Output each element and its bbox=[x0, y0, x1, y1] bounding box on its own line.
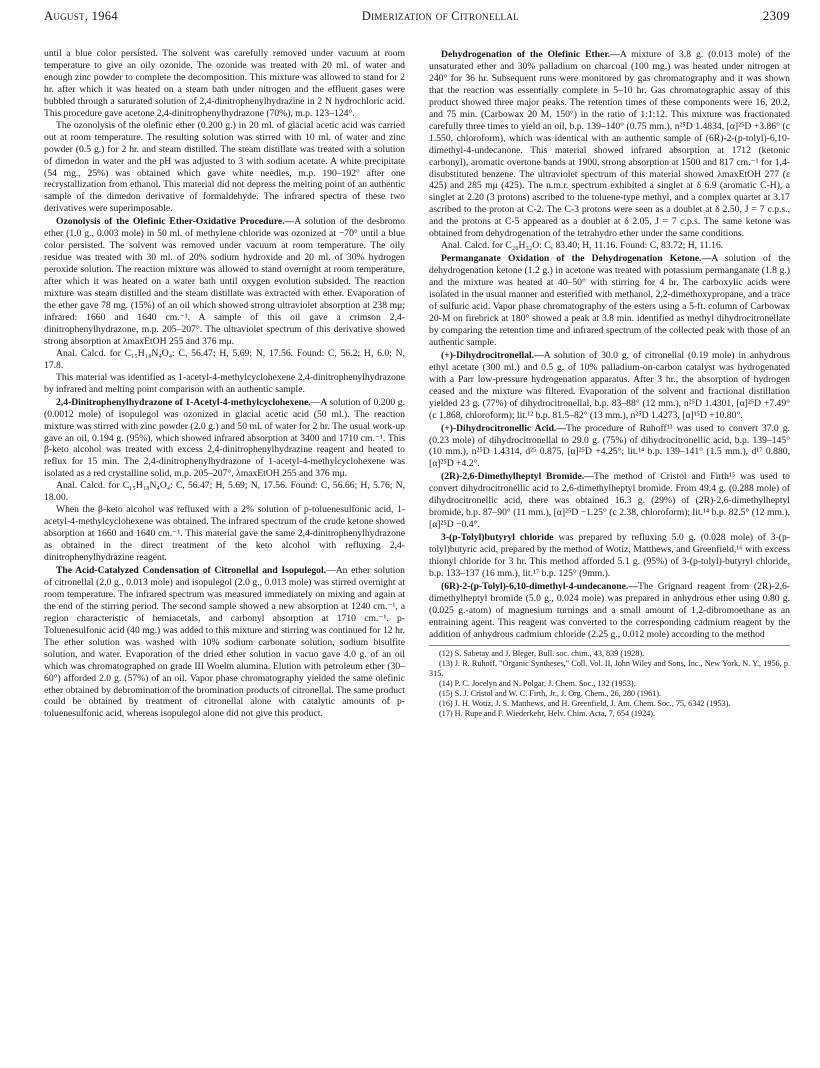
section-heading: 3-(p-Tolyl)butyryl chloride bbox=[441, 532, 554, 544]
footnote: (15) S. J. Cristol and W. C. Firth, Jr., J. Org. Chem., 26, 280 (1961). bbox=[439, 689, 662, 699]
section-paragraph bbox=[429, 423, 790, 471]
page-number: 2309 bbox=[762, 8, 790, 23]
left-column bbox=[44, 48, 405, 720]
paragraph-text: A mixture of 3.8 g. (0.013 mole) of the unsaturated ether and 30% palladium on charcoal (100 mg.) was heated under nitrogen at 240° for 36 hr. Subsequent runs were monitored by gas chromatography and it was shown that the reaction was essentially complete in 5–10 hr. Gas chromatographic assay of this product showed three major peaks. The retention times of these components were 16, 20.2, and 75 min. (Carbowax 20 M, 150°) in the ratio of 1:1:12. This mixture was fractionated carefully three times to yield an oil, b.p. 139–140° (0.75 mm.), n²⁵D 1.4834, [α]²⁵D +3.86° (c 1.550, chloroform), which was identical with an authentic sample of (6R)-2-(p-tolyl)-6,10-dimethyl-4-undecanone. This material showed infrared absorption at 1712 (ketonic carbonyl), aromatic overtone bands at 1900, strong absorption at 1500 and 817 cm.⁻¹ for 1,4-disubstituted benzene. The ultraviolet spectrum of this material showed λmaxEtOH 277 (ε 425) and 285 mμ (425). The n.m.r. spectrum exhibited a singlet at δ 6.9 (aromatic C-H), a singlet at 2.20 (3 protons) ascribed to the toluene-type methyl, and a complex quartet at 3.17 ascribed to the proton at C-2. The C-3 protons were seen as a doublet at δ 2.50, J = 7 c.p.s., and the protons at C-5 appeared as a doublet at δ 2.05, J = 7 c.p.s. The same ketone was obtained from dehydrogenation of the tetrahydro ether under the same conditions. bbox=[429, 49, 790, 240]
body-paragraph bbox=[44, 372, 405, 396]
paragraph-text: The method of Cristol and Firth¹⁵ was used to convert dihydrocitronellic acid to 2,6-dimethylheptyl bromide. From 49.4 g. (0.288 mole) of dihydrocitronellic acid, there was obtained 16.3 g. (29%) of (2R)-2,6-dimethylheptyl bromide, b.p. 87–90° (11 mm.), [α]²⁵D −1.25° (c 2.38, chloroform); lit.¹⁴ b.p. 82.5° (12 mm.), [α]²⁵D −0.4°. bbox=[429, 471, 790, 531]
footnote: (13) J. R. Ruhoff, "Organic Syntheses," Coll. Vol. II, John Wiley and Sons, Inc., New York, N. Y., 1956, p. 315. bbox=[429, 658, 790, 678]
section-heading: 2,4-Dinitrophenylhydrazone of 1-Acetyl-4-methylcyclohexene. bbox=[56, 396, 311, 408]
paragraph-text: Anal. Calcd. for C₂₀H₃₂O: C, 83.40; H, 11.16. Found: C, 83.72; H, 11.16. bbox=[441, 240, 724, 252]
paragraph-text: The procedure of Ruhoff¹³ was used to convert 37.0 g. (0.23 mole) of dihydrocitronellal to 29.0 g. (75%) of dihydrocitronellic acid, b.p. 139–145° (10 mm.), n²⁵D 1.4314, d²⁵ 0.875, [α]²⁵D +4.25°; lit.¹⁴ b.p. 139–141° (1.5 mm.), d¹⁷ 0.880, [α]²⁵D +4.2°. bbox=[429, 422, 790, 470]
footnote: (14) P. C. Jocelyn and N. Polgar, J. Chem. Soc., 132 (1953). bbox=[439, 678, 636, 688]
paragraph-text: —An ether solution of citronellal (2.0 g., 0.013 mole) and isopulegol (2.0 g., 0.013 mole) was stirred overnight at room temperature. The infrared spectrum was measured immediately on mixing and again at the end of the stirring period. The second sample showed a new absorption at 1240 cm.⁻¹, a region characteristic of hemiacetals, and carbonyl absorption at 1710 cm.⁻¹. p-Toluenesulfonic acid (40 mg.) was added to this mixture and stirring was continued for 12 hr. The ether solution was washed with 10% sodium carbonate solution, sodium bisulfite solution, and water. Evaporation of the dried ether solution in vacuo gave 4.0 g. of an oil which was chromatographed on grade III Woelm alumina. Elution with petroleum ether (30–60°) afforded 2.0 g. (57%) of an oil. Vapor phase chromatography yielded the same olefinic ether obtained by debromination of the bromination products of citronellal. The same product could be obtained by treatment of citronellal alone with catalytic amounts of p-toluenesulfonic acid, whereas isopulegol alone did not give this product. bbox=[44, 564, 405, 720]
section-heading: (6R)-2-(p-Tolyl)-6,10-dimethyl-4-undecanone.— bbox=[441, 580, 638, 592]
section-paragraph bbox=[429, 350, 790, 422]
paragraph-text: A solution of the dehydrogenation ketone (1.2 g.) in acetone was treated with potassium permanganate (1.8 g.) and the mixture was heated at 40–50° with stirring for 4 hr. The carboxylic acids were isolated in the usual manner and esterified with methanol, 2,2-dimethoxypropane, and a trace of sulfuric acid. Vapor phase chromatography of the esters using a 5-ft. column of Carbowax 20-M on firebrick at 180° showed a peak at 3.8 min. identified as methyl dihydrocitronellate by comparing the retention time and infrared spectrum of the collected peak with those of an authentic sample. bbox=[429, 253, 790, 348]
section-paragraph bbox=[429, 49, 790, 240]
footnote: (17) H. Rupe and F. Wiederkehr, Helv. Chim. Acta, 7, 654 (1924). bbox=[439, 709, 656, 719]
section-heading: Ozonolysis of the Olefinic Ether-Oxidative Procedure.— bbox=[56, 216, 295, 228]
paragraph-text: The Grignard reagent from (2R)-2,6-dimethylheptyl bromide (5.0 g., 0.024 mole) was prepared in anhydrous ether using 0.80 g. (0.025 g.-atom) of magnesium turnings and a small amount of 1,2-dibromoethane as an entraining agent. This reagent was converted to the corresponding cadmium reagent by the addition of anhydrous cadmium chloride (2.25 g., 0.012 mole) according to the method bbox=[429, 580, 790, 640]
paragraph-text: —A solution of 0.200 g. (0.0012 mole) of isopulegol was ozonized in glacial acetic acid (50 ml.). The reaction mixture was stirred with zinc powder (2.0 g.) and 50 ml. of water for 2 hr. The usual work-up gave an oil, 0.194 g. (95%), which showed infrared absorption at 3400 and 1710 cm.⁻¹. This β-keto alcohol was treated with excess 2,4-dinitrophenylhydrazine reagent and heated to reflux for 15 min. The 2,4-dinitrophenylhydrazone of 1-acetyl-4-methylcyclohexene was isolated as a red crystalline solid, m.p. 205–207°, λmaxEtOH 255 and 376 mμ. bbox=[44, 396, 405, 480]
section-heading: (+)-Dihydrocitronellic Acid.— bbox=[441, 422, 566, 434]
section-paragraph bbox=[44, 216, 405, 347]
footnotes bbox=[429, 645, 790, 720]
paragraph-text: The ozonolysis of the olefinic ether (0.200 g.) in 20 ml. of glacial acetic acid was carried out at room temperature. The resulting solution was stirred with 10 ml. of water and zinc powder (0.5 g.) for 2 hr. and steam distilled. The steam distillate was treated with a solution of dimedon in water and the pH was adjusted to 3 with sodium acetate. A white precipitate (54 mg., 25%) was obtained which gave white needles, m.p. 190–192° after one recrystallization from ethanol. This material did not depress the melting point of an authentic sample of the dimedon derivative of formaldehyde. The infrared spectra of these two derivatives were superimposable. bbox=[44, 119, 405, 215]
section-paragraph bbox=[44, 397, 405, 481]
section-heading: Permanganate Oxidation of the Dehydrogenation Ketone.— bbox=[441, 253, 712, 265]
section-heading: (+)-Dihydrocitronellal.— bbox=[441, 349, 544, 361]
paragraph-text: until a blue color persisted. The solvent was carefully removed under vacuum at room temperature to give an oily ozonide. The ozonide was treated with 20 ml. of water and enough zinc powder to complete the decomposition. This mixture was allowed to stand for 2 hr. after which it was heated on a steam bath under nitrogen and the effluent gases were bubbled through a saturated solution of 2,4-dinitrophenylhydrazine in 2 N hydrochloric acid. This procedure gave acetone 2,4-dinitrophenylhydrazone (70%), m.p. 123–124°. bbox=[44, 48, 405, 119]
right-column bbox=[429, 48, 790, 720]
section-paragraph bbox=[429, 471, 790, 531]
section-paragraph bbox=[429, 253, 790, 349]
paragraph-text: When the β-keto alcohol was refluxed with a 2% solution of p-toluenesulfonic acid, 1-acetyl-4-methylcyclohexene was obtained. The infrared spectrum of the crude ketone showed absorption at 1660 and 1640 cm.⁻¹. This material gave the same 2,4-dinitrophenylhydrazone as obtained in the direct treatment of the keto alcohol with refluxing 2,4-dinitrophenylhydrazine reagent. bbox=[44, 504, 405, 564]
header-date: August, 1964 bbox=[44, 9, 118, 23]
paragraph-text: A solution of 30.0 g. of citronellal (0.19 mole) in anhydrous ethyl acetate (300 ml.) and 0.5 g. of 10% palladium-on-carbon catalyst was hydrogenated with a Parr low-pressure hydrogenation apparatus. After 3 hr., the absorption of hydrogen ceased and the mixture was filtered. Evaporation of the solvent and fractional distillation yielded 23 g. (77%) of dihydrocitronellal, b.p. 83–88° (12 mm.), n²⁵D 1.4301, [α]²⁵D +7.49° (c 1.868, chloroform); lit.¹² b.p. 81.5–82° (13 mm.), n²⁵D 1.4273, [α]¹⁵D +10.80°. bbox=[429, 349, 790, 421]
section-paragraph bbox=[44, 565, 405, 720]
body-paragraph bbox=[44, 348, 405, 372]
footnote: (16) J. H. Wotiz, J. S. Matthews, and H. Greenfield, J. Am. Chem. Soc., 75, 6342 (1953). bbox=[439, 699, 731, 709]
section-heading: (2R)-2,6-Dimethylheptyl Bromide.— bbox=[441, 471, 594, 483]
section-paragraph bbox=[429, 581, 790, 641]
paragraph-text: A solution of the desbromo ether (1.0 g., 0.003 mole) in 50 ml. of methylene chloride was ozonized at −70° until a blue color persisted. The solvent was removed under vacuum at room temperature. The oily residue was treated with 30 ml. of 20% sodium hydroxide and 20 ml. of 30% hydrogen peroxide solution. The reaction mixture was allowed to stand overnight at room temperature, after which it was heated on a water bath until oxygen evolution subsided. The reaction mixture was steam distilled and the steam distillate was extracted with ether. Evaporation of the ether gave 78 mg. (15%) of an oil which showed strong ultraviolet absorption at 238 mμ; infrared: 1660 and 1640 cm.⁻¹. A sample of this oil gave a crimson 2,4-dinitrophenylhydrazone, m.p. 205–207°. The ultraviolet spectrum of this derivative showed strong absorption at λmaxEtOH 255 and 376 mμ. bbox=[44, 216, 405, 347]
paragraph-text: This material was identified as 1-acetyl-4-methylcyclohexene 2,4-dinitrophenylhydrazone by infrared and melting point comparison with an authentic sample. bbox=[44, 371, 405, 395]
body-paragraph bbox=[429, 240, 790, 252]
body-paragraph bbox=[44, 480, 405, 504]
paragraph-text: Anal. Calcd. for C₁₅H₁₈N₄O₄: C, 56.47; H, 5.69; N, 17.56. Found: C, 56.2; H, 6.0; N, 17.8. bbox=[44, 347, 405, 371]
footnote: (12) S. Sabetay and J. Bleger, Bull. soc. chim., 43, 839 (1928). bbox=[439, 648, 645, 658]
text-columns bbox=[44, 48, 790, 720]
section-paragraph bbox=[429, 532, 790, 580]
paragraph-text: Anal. Calcd. for C₁₅H₁₈N₄O₄: C, 56.47; H, 5.69; N, 17.56. Found: C, 56.66; H, 5.76; N, 18.00. bbox=[44, 480, 405, 504]
paragraph-text: was prepared by refluxing 5.0 g. (0.028 mole) of 3-(p-tolyl)butyric acid, prepared by the method of Wotiz, Matthews, and Greenfield,¹⁶ with excess thionyl chloride for 3 hr. This method afforded 5.1 g. (95%) of 3-(p-tolyl)-butyryl chloride, b.p. 133–137 (16 mm.), lit.¹⁷ b.p. 125° (9mm.). bbox=[429, 532, 790, 579]
body-paragraph bbox=[44, 120, 405, 216]
section-heading: Dehydrogenation of the Olefinic Ether.— bbox=[441, 49, 620, 60]
body-paragraph bbox=[44, 48, 405, 120]
body-paragraph bbox=[44, 504, 405, 564]
section-heading: The Acid-Catalyzed Condensation of Citronellal and Isopulegol. bbox=[56, 564, 327, 576]
header-title: Dimerization of Citronellal bbox=[361, 9, 519, 23]
right-column-body bbox=[429, 49, 790, 641]
running-header bbox=[44, 8, 790, 48]
